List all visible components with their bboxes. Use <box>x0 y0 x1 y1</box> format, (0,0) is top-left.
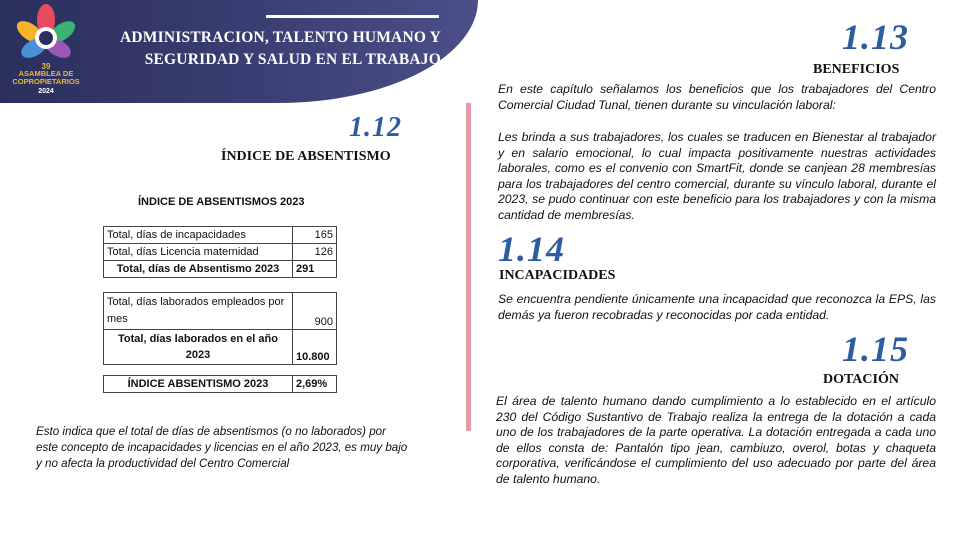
cell-value: 2,69% <box>293 376 337 393</box>
section-number-1-15: 1.15 <box>842 329 909 369</box>
absence-days-table <box>103 226 337 278</box>
section-title-dotacion: DOTACIÓN <box>823 372 899 387</box>
table-row <box>104 244 337 261</box>
cell-value: 126 <box>293 244 337 261</box>
cell-value: 10.800 <box>293 330 337 365</box>
absence-note: Esto indica que el total de días de absentismos (o no laborados) por este concepto de incapacidades y licencias en el año 2023, es muy bajo y no afecta la productividad del Centro Comercial <box>36 425 408 470</box>
worked-days-table <box>103 292 337 365</box>
table-row <box>104 227 337 244</box>
section-number-1-12: 1.12 <box>349 112 402 143</box>
table-row-total <box>104 261 337 278</box>
cell-label: Total, días laborados empleados por mes <box>104 293 293 330</box>
logo-year: 2024 <box>38 88 54 95</box>
table-row-total <box>104 376 337 393</box>
logo-text-line1: ASAMBLEA DE <box>18 69 74 78</box>
table-row <box>104 293 337 330</box>
cell-value: 900 <box>293 293 337 330</box>
section-title-beneficios: BENEFICIOS <box>813 62 900 77</box>
dotacion-text: El área de talento humano dando cumplimiento a lo establecido en el artículo 230 del Código Sustantivo de Trabajo realiza la entrega de la dotación a cada uno de los trabajadores de la parte operativa. La dotación entregada a cada uno de ellos consta de: Pantalón tipo jean, cambiuzo, overol, botas y chaqueta corporativa, verificándose el cumplimiento del uso adecuado por parte del área de talento humano. <box>496 394 936 486</box>
beneficios-intro: En este capítulo señalamos los beneficios que los trabajadores del Centro Comercial Ciudad Tunal, tienen durante su vinculación laboral: <box>498 82 936 112</box>
flower-logo-icon <box>10 4 82 66</box>
column-divider <box>466 103 471 431</box>
incapacidades-text: Se encuentra pendiente únicamente una incapacidad que reconozca la EPS, las demás ya fueron recobradas y reconocidas por cada entidad. <box>498 292 936 322</box>
cell-label: Total, días de Absentismo 2023 <box>104 261 293 278</box>
page-title-line2: SEGURIDAD Y SALUD EN EL TRABAJO <box>144 51 441 68</box>
section-title-incapacidades: INCAPACIDADES <box>499 268 616 283</box>
assembly-logo <box>10 4 82 100</box>
cell-label: Total, días laborados en el año 2023 <box>104 330 293 365</box>
table-title: ÍNDICE DE ABSENTISMOS 2023 <box>138 196 305 208</box>
page-title-line1: ADMINISTRACION, TALENTO HUMANO Y <box>119 29 441 46</box>
header-divider <box>266 15 439 18</box>
cell-label: Total, días Licencia maternidad <box>104 244 293 261</box>
cell-value: 291 <box>293 261 337 278</box>
section-title-absentismo: ÍNDICE DE ABSENTISMO <box>221 149 391 164</box>
cell-label: ÍNDICE ABSENTISMO 2023 <box>104 376 293 393</box>
section-number-1-14: 1.14 <box>498 229 565 269</box>
beneficios-detail: Les brinda a sus trabajadores, los cuales se traducen en Bienestar al trabajador y en salario emocional, lo cual impacta positivamente nuestras actividades laborales, como es el convenio con SmartFit, donde se canjean 28 membresías para los trabajadores del centro comercial, durante su vínculo laboral, durante el 2023, se pudo continuar con este beneficio para los trabajadores y con la misma cantidad de membresías. <box>498 130 936 222</box>
section-number-1-13: 1.13 <box>842 17 909 57</box>
cell-label: Total, días de incapacidades <box>104 227 293 244</box>
cell-value: 165 <box>293 227 337 244</box>
absence-index-table <box>103 375 337 393</box>
logo-text-line2: COPROPIETARIOS <box>12 77 80 86</box>
logo-number: 39 <box>41 62 51 71</box>
page-title <box>96 27 441 71</box>
table-row-total <box>104 330 337 365</box>
